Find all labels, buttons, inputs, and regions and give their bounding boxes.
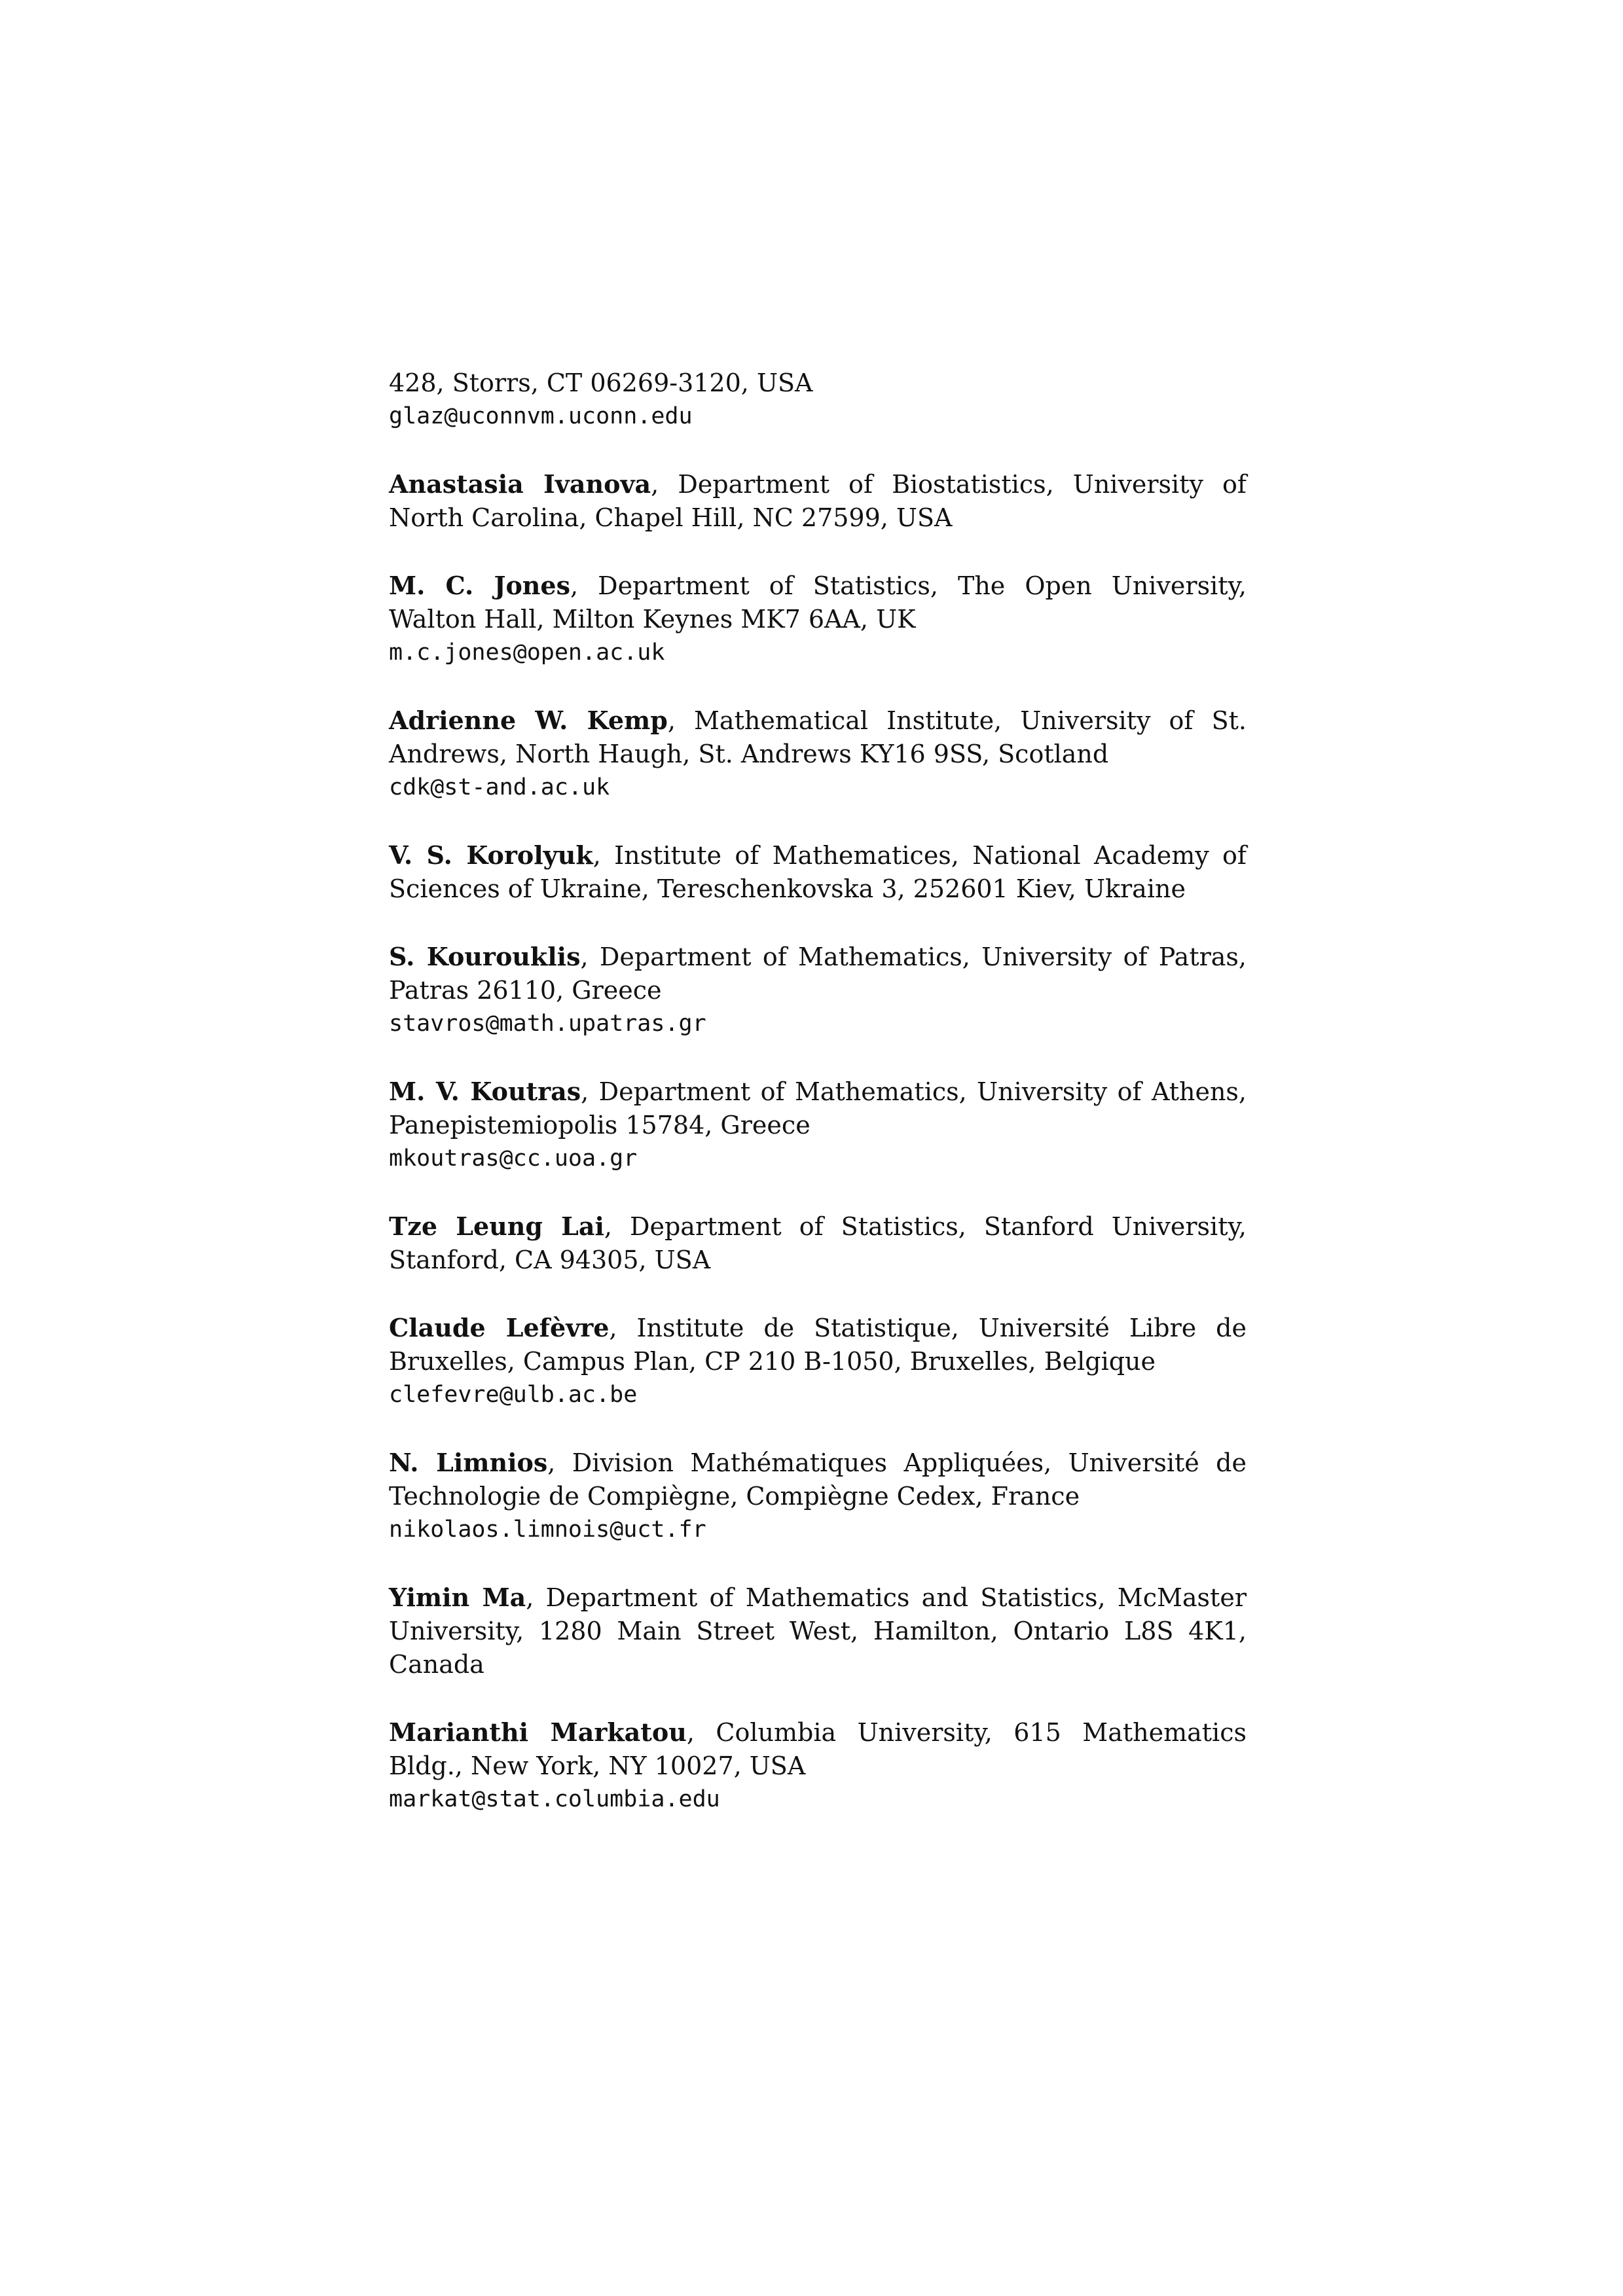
contributor-entry bbox=[389, 1446, 1247, 1547]
contributor-entry bbox=[389, 1210, 1247, 1277]
contributor-name: V. S. Korolyuk bbox=[389, 840, 593, 870]
contributor-affiliation: , Institute of Mathematices, National Academy of Sciences of Ukraine, Tereschenkovska 3, 252601 Kiev, Ukraine bbox=[389, 841, 1247, 903]
contributor-name: M. V. Koutras bbox=[389, 1077, 581, 1106]
contributor-name: Adrienne W. Kemp bbox=[389, 706, 668, 735]
contributor-affiliation: 428, Storrs, CT 06269-3120, USA bbox=[389, 368, 813, 397]
contributor-email: cdk@st-and.ac.uk bbox=[389, 774, 610, 800]
contributor-entry bbox=[389, 838, 1247, 906]
contributor-name: Yimin Ma bbox=[389, 1583, 526, 1612]
contributor-affiliation: , Department of Statistics, Stanford University, Stanford, CA 94305, USA bbox=[389, 1212, 1247, 1274]
contributor-name: N. Limnios bbox=[389, 1448, 548, 1477]
contributor-email: mkoutras@cc.uoa.gr bbox=[389, 1145, 638, 1172]
contributor-entry bbox=[389, 1715, 1247, 1816]
contributor-affiliation: , Department of Mathematics, University of Patras, Patras 26110, Greece bbox=[389, 942, 1247, 1005]
contributor-entry bbox=[389, 467, 1247, 535]
contributor-list bbox=[389, 367, 1247, 1850]
contributor-name: Claude Lefèvre bbox=[389, 1313, 610, 1342]
contributor-email: m.c.jones@open.ac.uk bbox=[389, 639, 665, 666]
contributor-name: Tze Leung Lai bbox=[389, 1211, 604, 1241]
contributor-name: Marianthi Markatou bbox=[389, 1717, 687, 1747]
contributor-entry bbox=[389, 1581, 1247, 1681]
contributor-entry bbox=[389, 569, 1247, 670]
contributor-email: markat@stat.columbia.edu bbox=[389, 1786, 720, 1812]
contributor-entry bbox=[389, 1311, 1247, 1412]
contributor-name: S. Kourouklis bbox=[389, 942, 581, 971]
contributor-name: M. C. Jones bbox=[389, 571, 570, 600]
contributor-email: glaz@uconnvm.uconn.edu bbox=[389, 403, 693, 429]
contributor-name: Anastasia Ivanova bbox=[389, 469, 651, 499]
contributor-email: stavros@math.upatras.gr bbox=[389, 1011, 706, 1037]
contributor-email: nikolaos.limnois@uct.fr bbox=[389, 1516, 706, 1543]
contributor-affiliation: , Columbia University, 615 Mathematics Bldg., New York, NY 10027, USA bbox=[389, 1718, 1247, 1780]
contributor-affiliation: , Institute de Statistique, Université Libre de Bruxelles, Campus Plan, CP 210 B-1050, Bruxelles, Belgique bbox=[389, 1314, 1247, 1376]
contributor-affiliation: , Department of Mathematics and Statistics, McMaster University, 1280 Main Street West, Hamilton, Ontario L8S 4K1, Canada bbox=[389, 1583, 1247, 1679]
contributor-affiliation: , Department of Mathematics, University of Athens, Panepistemiopolis 15784, Greece bbox=[389, 1077, 1247, 1139]
contributor-affiliation: , Division Mathématiques Appliquées, Université de Technologie de Compiègne, Compiègne Cedex, France bbox=[389, 1448, 1247, 1511]
contributor-affiliation: , Department of Statistics, The Open University, Walton Hall, Milton Keynes MK7 6AA, UK bbox=[389, 571, 1247, 634]
contributor-affiliation: , Mathematical Institute, University of St. Andrews, North Haugh, St. Andrews KY16 9SS, Scotland bbox=[389, 706, 1247, 768]
contributor-email: clefevre@ulb.ac.be bbox=[389, 1382, 638, 1408]
contributor-entry bbox=[389, 704, 1247, 804]
contributor-entry bbox=[389, 940, 1247, 1041]
contributor-entry bbox=[389, 1075, 1247, 1175]
contributor-entry-continuation bbox=[389, 367, 1247, 433]
contributor-affiliation: , Department of Biostatistics, University of North Carolina, Chapel Hill, NC 27599, USA bbox=[389, 470, 1247, 532]
